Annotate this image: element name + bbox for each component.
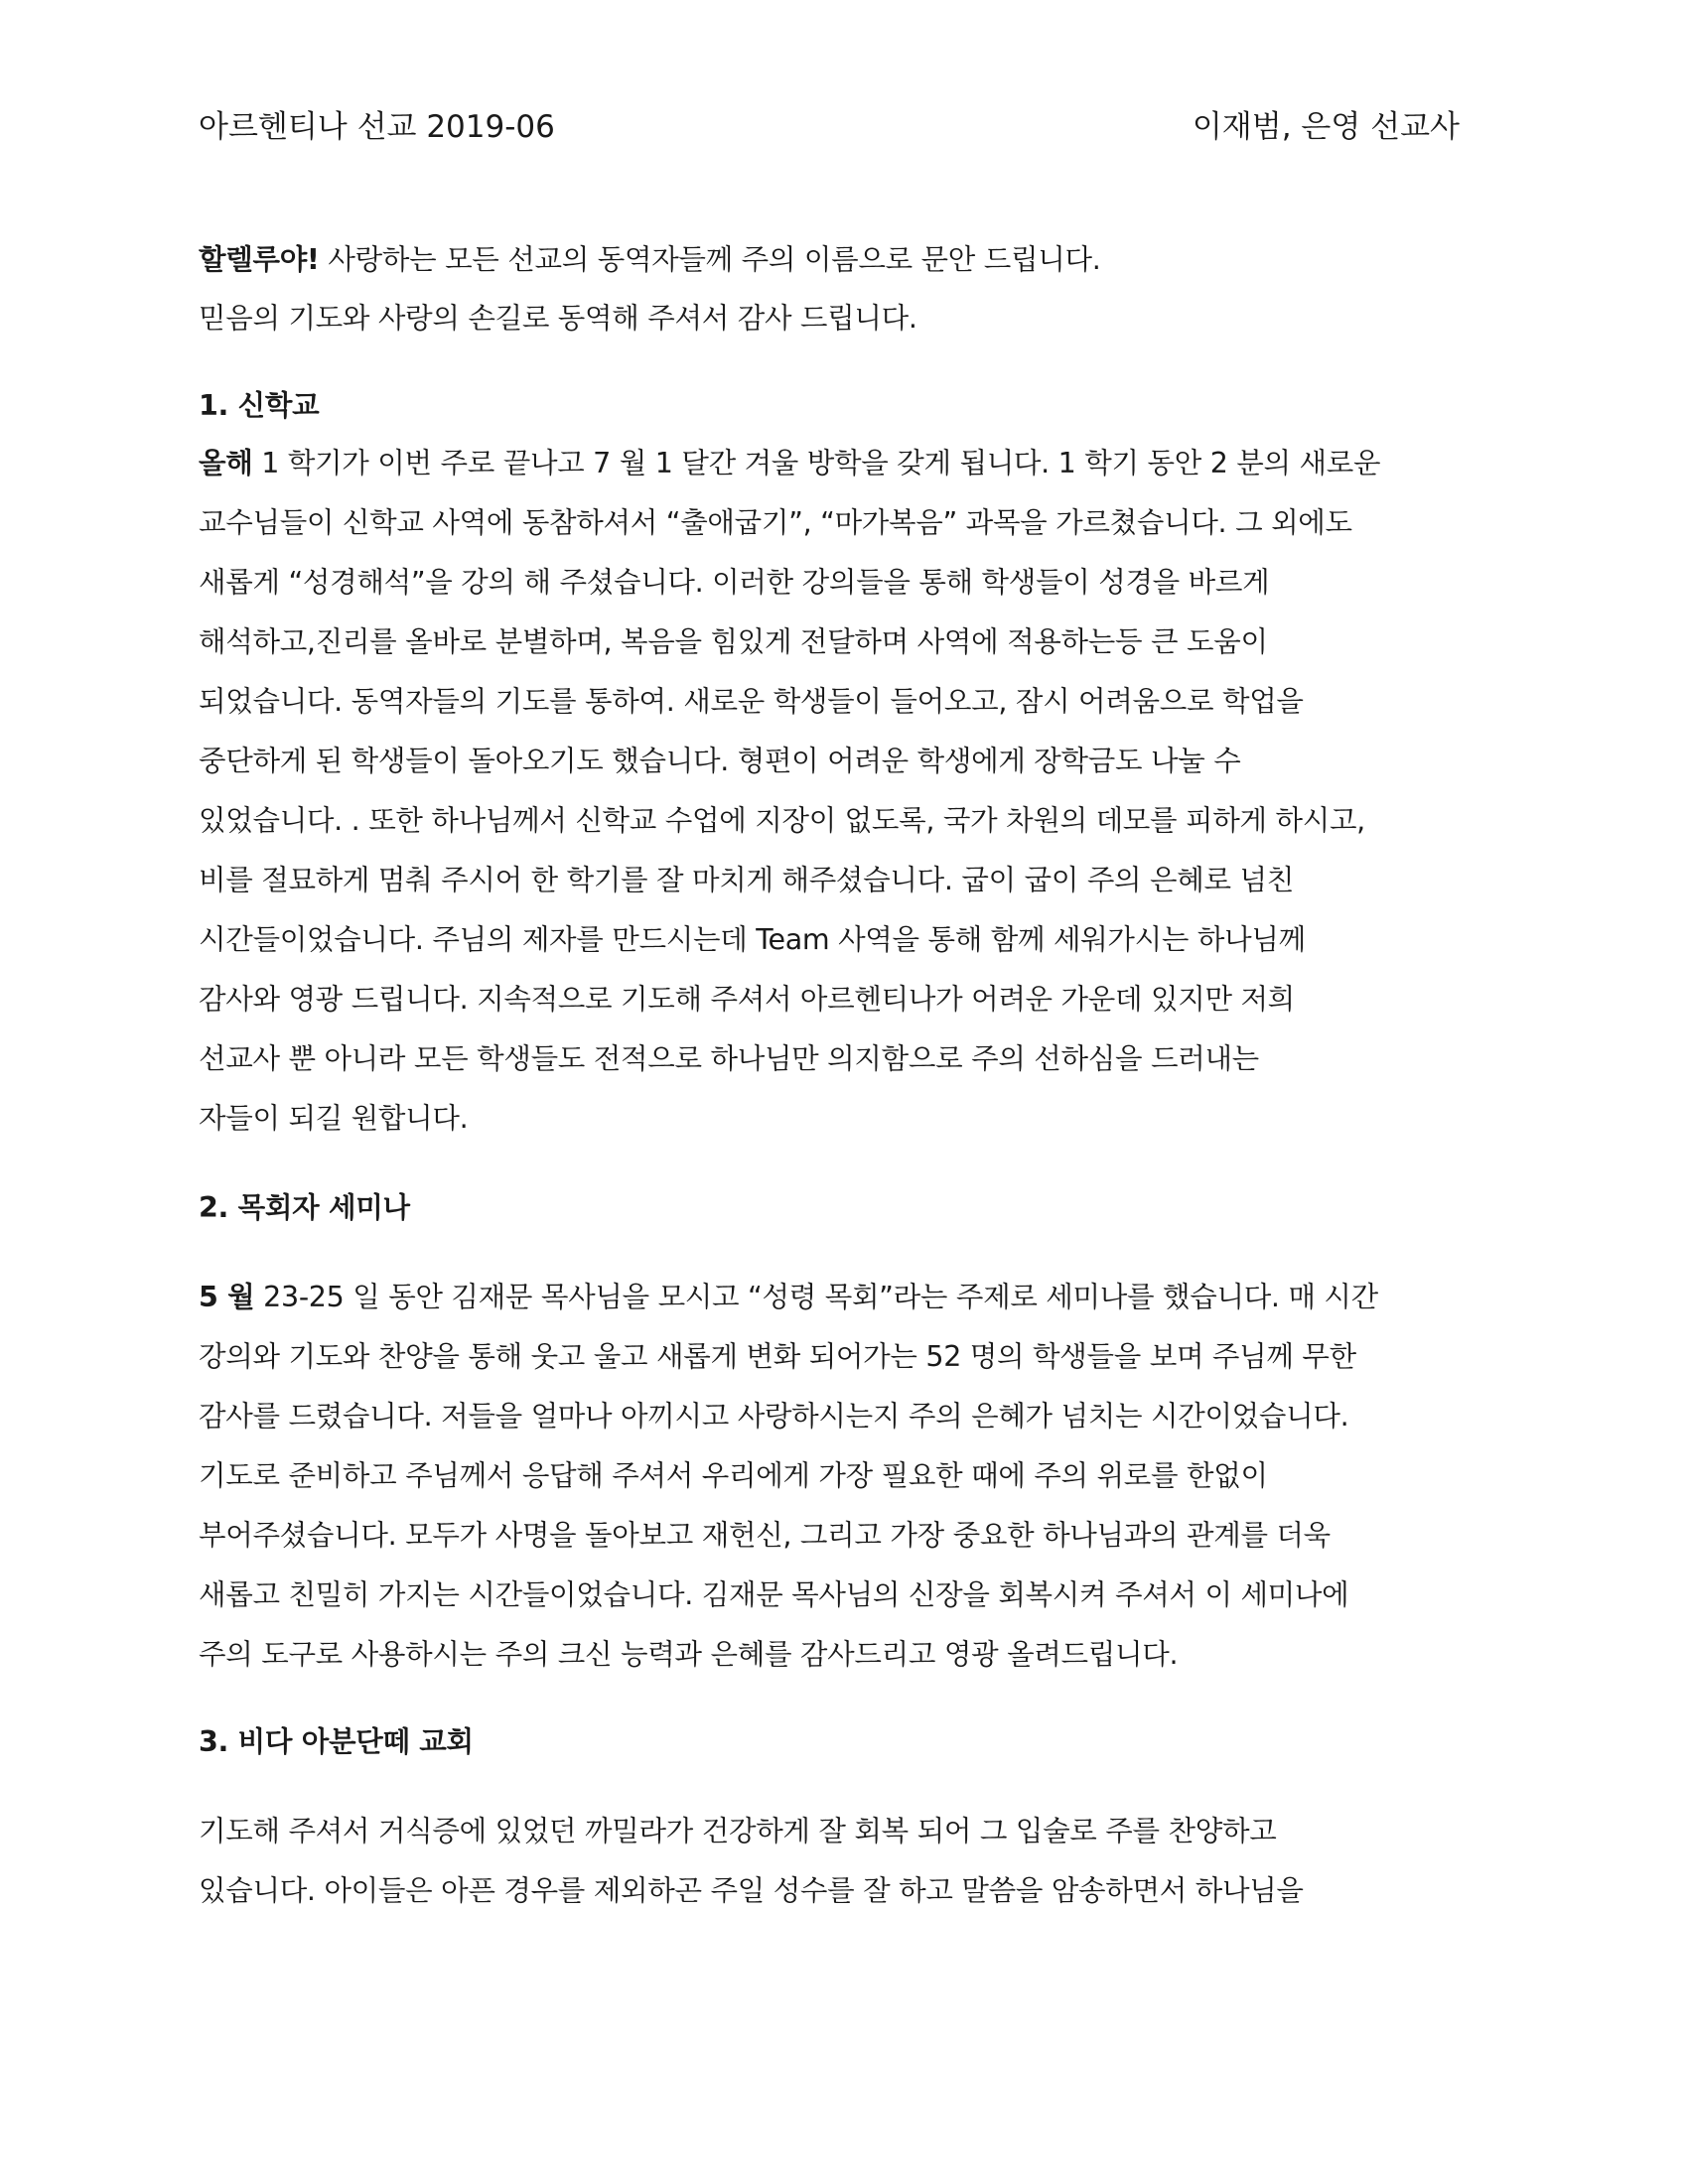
section-2-line: 감사를 드렸습니다. 저들을 얼마나 아끼시고 사랑하시는지 주의 은혜가 넘치는 시간이었습니다. <box>199 1400 1349 1433</box>
section-2-line: 강의와 기도와 찬양을 통해 웃고 울고 새롭게 변화 되어가는 52 명의 학생들을 보며 주님께 무한 <box>199 1340 1356 1373</box>
section-1-line: 선교사 뿐 아니라 모든 학생들도 전적으로 하나님만 의지함으로 주의 선하심을 드러내는 <box>199 1042 1259 1075</box>
section-2-line: 5 월 23-25 일 동안 김재문 목사님을 모시고 “성령 목회”라는 주제로 세미나를 했습니다. 매 시간 <box>199 1281 1378 1313</box>
greeting-hallelujah: 할렐루야! <box>199 243 320 276</box>
section-1-line: 교수님들이 신학교 사역에 동참하셔서 “출애굽기”, “마가복음” 과목을 가르쳤습니다. 그 외에도 <box>199 506 1352 539</box>
header-title: 아르헨티나 선교 2019-06 <box>199 109 555 145</box>
section-1-line: 있었습니다. . 또한 하나님께서 신학교 수업에 지장이 없도록, 국가 차원의 데모를 피하게 하시고, <box>199 804 1365 837</box>
section-2-line: 기도로 준비하고 주님께서 응답해 주셔서 우리에게 가장 필요한 때에 주의 위로를 한없이 <box>199 1459 1268 1492</box>
section-3-heading: 3. 비다 아분단떼 교회 <box>199 1725 474 1758</box>
section-2-line: 부어주셨습니다. 모두가 사명을 돌아보고 재헌신, 그리고 가장 중요한 하나님과의 관계를 더욱 <box>199 1519 1331 1552</box>
section-2-line: 새롭고 친밀히 가지는 시간들이었습니다. 김재문 목사님의 신장을 회복시켜 주셔서 이 세미나에 <box>199 1578 1349 1611</box>
section-2-line: 주의 도구로 사용하시는 주의 크신 능력과 은혜를 감사드리고 영광 올려드립니다. <box>199 1638 1179 1671</box>
section-1-heading: 1. 신학교 <box>199 389 320 422</box>
section-1-line: 자들이 되길 원합니다. <box>199 1102 469 1135</box>
section-2-heading: 2. 목회자 세미나 <box>199 1191 410 1224</box>
thanks-line: 믿음의 기도와 사랑의 손길로 동역해 주셔서 감사 드립니다. <box>199 302 917 335</box>
greeting-line <box>199 240 1100 280</box>
section-1-line: 감사와 영광 드립니다. 지속적으로 기도해 주셔서 아르헨티나가 어려운 가운데 있지만 저희 <box>199 983 1295 1016</box>
header-author: 이재범, 은영 선교사 <box>1192 109 1460 145</box>
section-1-line: 해석하고,진리를 올바로 분별하며, 복음을 힘있게 전달하며 사역에 적용하는등 큰 도움이 <box>199 625 1268 658</box>
section-1-line: 비를 절묘하게 멈춰 주시어 한 학기를 잘 마치게 해주셨습니다. 굽이 굽이 주의 은혜로 넘친 <box>199 864 1294 896</box>
section-2-lead: 5 월 <box>199 1281 255 1313</box>
section-3-line: 있습니다. 아이들은 아픈 경우를 제외하곤 주일 성수를 잘 하고 말씀을 암송하면서 하나님을 <box>199 1874 1304 1907</box>
section-1-line: 시간들이었습니다. 주님의 제자를 만드시는데 Team 사역을 통해 함께 세워가시는 하나님께 <box>199 923 1306 956</box>
section-1-line: 올해 1 학기가 이번 주로 끝나고 7 월 1 달간 겨울 방학을 갖게 됩니다. 1 학기 동안 2 분의 새로운 <box>199 447 1381 479</box>
section-3-line: 기도해 주셔서 거식증에 있었던 까밀라가 건강하게 잘 회복 되어 그 입술로 주를 찬양하고 <box>199 1815 1277 1847</box>
section-1-line: 중단하게 된 학생들이 돌아오기도 했습니다. 형편이 어려운 학생에게 장학금도 나눌 수 <box>199 745 1241 777</box>
section-1-line: 되었습니다. 동역자들의 기도를 통하여. 새로운 학생들이 들어오고, 잠시 어려움으로 학업을 <box>199 685 1304 718</box>
section-1-line: 새롭게 “성경해석”을 강의 해 주셨습니다. 이러한 강의들을 통해 학생들이 성경을 바르게 <box>199 566 1270 599</box>
section-1-lead: 올해 <box>199 447 253 479</box>
greeting-text: 사랑하는 모든 선교의 동역자들께 주의 이름으로 문안 드립니다. <box>319 243 1101 276</box>
